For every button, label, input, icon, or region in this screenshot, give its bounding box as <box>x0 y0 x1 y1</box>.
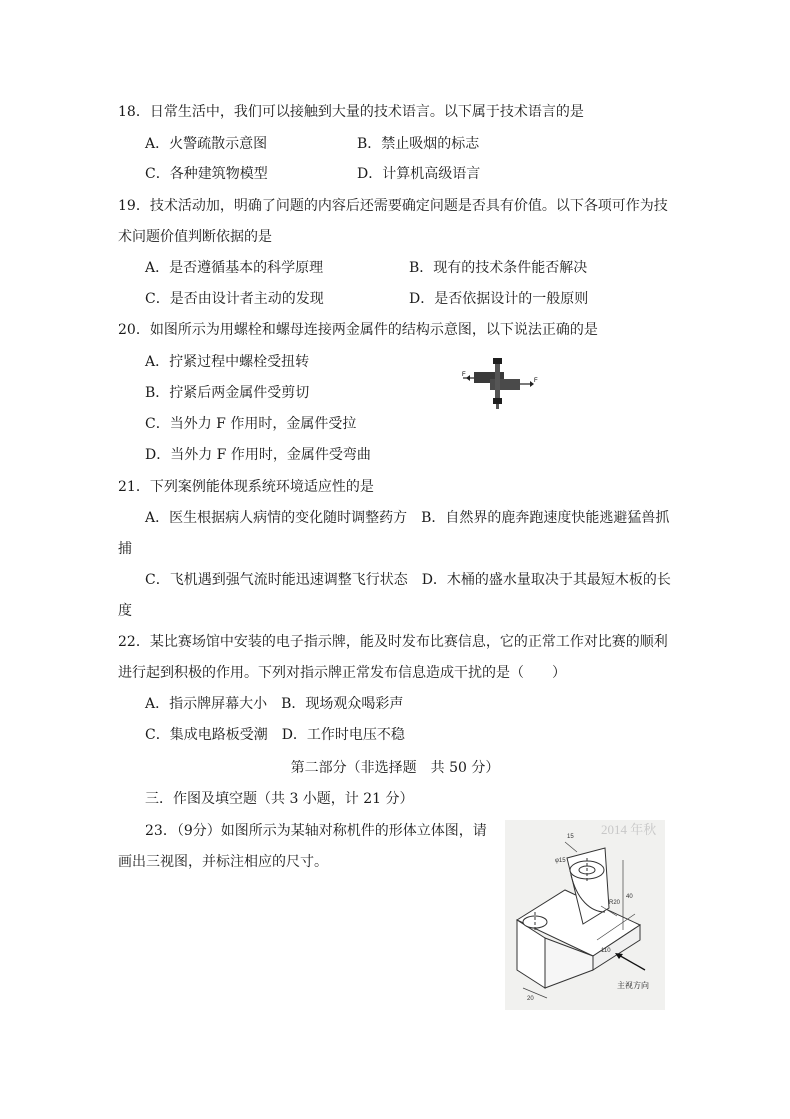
nut <box>493 398 502 404</box>
bolt-tail <box>496 404 499 409</box>
q18-option-a: A．火警疏散示意图 <box>145 136 268 152</box>
dim-R20: R20 <box>609 900 621 906</box>
q21-options-ab-cont: 捕 <box>118 541 132 557</box>
q20-option-d: D．当外力 F 作用时，金属件受弯曲 <box>145 447 371 463</box>
q22-stem-line2: 进行起到积极的作用。下列对指示牌正常发布信息造成干扰的是（ ） <box>118 665 566 681</box>
bolt-joint-figure <box>460 352 540 414</box>
q21-options-cd: C．飞机遇到强气流时能迅速调整飞行状态 D．木桶的盛水量取决于其最短木板的长 <box>145 572 671 588</box>
q19-option-d: D．是否依据设计的一般原则 <box>409 291 589 307</box>
q20-option-a: A．拧紧过程中螺栓受扭转 <box>145 354 310 370</box>
dim-phi15: φ15 <box>555 858 566 864</box>
section3-heading: 三．作图及填空题（共 3 小题，计 21 分） <box>145 791 414 807</box>
q18-option-b: B．禁止吸烟的标志 <box>357 136 480 152</box>
dim-110: 110 <box>601 948 611 954</box>
q22-stem-line1: 22．某比赛场馆中安装的电子指示牌，能及时发布比赛信息，它的正常工作对比赛的顺利 <box>118 634 668 650</box>
q23-stem-line1: 23．（9分）如图所示为某轴对称机件的形体立体图，请 <box>145 823 487 839</box>
part2-title: 第二部分（非选择题 共 50 分） <box>290 760 500 776</box>
q19-stem-line2: 术问题价值判断依据的是 <box>118 229 272 245</box>
q21-options-ab: A．医生根据病人病情的变化随时调整药方 B．自然界的鹿奔跑速度快能逃避猛兽抓 <box>145 510 670 526</box>
dim-40: 40 <box>626 894 633 900</box>
q18-stem: 18．日常生活中，我们可以接触到大量的技术语言。以下属于技术语言的是 <box>118 104 584 120</box>
force-label-left: F <box>462 372 466 378</box>
q23-stem-line2: 画出三视图，并标注相应的尺寸。 <box>118 854 328 870</box>
q19-option-a: A．是否遵循基本的科学原理 <box>145 260 324 276</box>
isometric-part-figure <box>505 820 665 1010</box>
view-direction-label: 主视方向 <box>617 981 649 990</box>
bolt-shank <box>495 364 500 398</box>
force-label-right: F <box>534 378 538 384</box>
q20-option-b: B．拧紧后两金属件受剪切 <box>145 385 310 401</box>
q18-option-d: D．计算机高级语言 <box>357 166 481 182</box>
q19-option-c: C．是否由设计者主动的发现 <box>145 291 324 307</box>
watermark-text: 2014 年秋 <box>601 822 657 837</box>
dim-20: 20 <box>527 996 534 1002</box>
q19-stem-line1: 19．技术活动加，明确了问题的内容后还需要确定问题是否具有价值。以下各项可作为技 <box>118 198 668 214</box>
q20-stem: 20．如图所示为用螺栓和螺母连接两金属件的结构示意图，以下说法正确的是 <box>118 322 598 338</box>
q22-options-cd: C．集成电路板受潮 D．工作时电压不稳 <box>145 727 405 743</box>
force-arrowhead-left <box>466 375 470 381</box>
q20-option-c: C．当外力 F 作用时，金属件受拉 <box>145 416 357 432</box>
metal-plate-right <box>490 379 520 390</box>
q21-options-cd-cont: 度 <box>118 603 132 619</box>
q21-stem: 21．下列案例能体现系统环境适应性的是 <box>118 479 374 495</box>
q18-option-c: C．各种建筑物模型 <box>145 166 268 182</box>
q22-options-ab: A．指示牌屏幕大小 B．现场观众喝彩声 <box>145 696 404 712</box>
q19-option-b: B．现有的技术条件能否解决 <box>409 260 588 276</box>
bolt-head <box>493 358 502 364</box>
dim-15: 15 <box>567 834 574 840</box>
